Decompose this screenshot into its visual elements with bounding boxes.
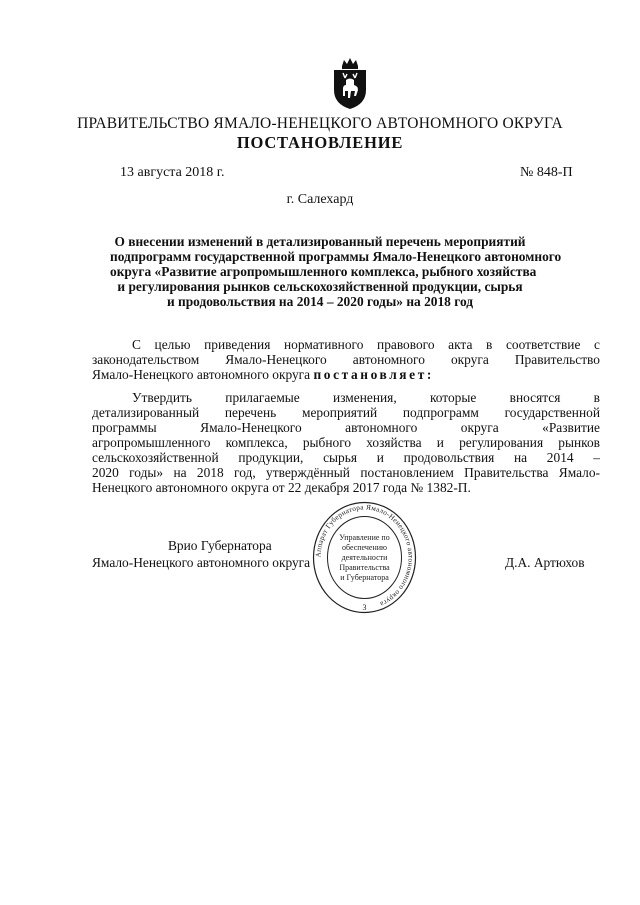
subject-line: О внесении изменений в детализированный перечень мероприятий <box>114 234 526 249</box>
paragraph-line: законодательством Ямало-Ненецкого автономного округа Правительство <box>92 352 600 367</box>
stamp-center-line: обеспечению <box>341 543 388 552</box>
subject-line: подпрограмм государственной программы Ямало-Ненецкого автономного <box>110 249 562 264</box>
stamp-center-line: и Губернатора <box>340 573 389 582</box>
paragraph-text: Ямало-Ненецкого автономного округа <box>92 367 314 382</box>
stamp-ring-text: Аппарат Губернатора Ямало-Ненецкого автономного округа <box>314 503 415 609</box>
stamp-center-line: деятельности <box>341 553 388 562</box>
signatory-name: Д.А. Артюхов <box>505 555 585 570</box>
signatory-title-line1: Врио Губернатора <box>168 538 272 553</box>
stamp-center-line: Правительства <box>339 563 390 572</box>
signatory-title-line2: Ямало-Ненецкого автономного округа <box>92 555 311 570</box>
document-type-title: ПОСТАНОВЛЕНИЕ <box>236 133 404 152</box>
paragraph-line: Ненецкого автономного округа от 22 декабря 2017 года № 1382-П. <box>92 480 471 495</box>
paragraph-line: агропромышленного комплекса, рыбного хозяйства и регулирования рынков <box>92 435 600 450</box>
document-date: 13 августа 2018 г. <box>120 165 225 180</box>
coat-of-arms-emblem <box>330 58 370 110</box>
official-stamp <box>312 500 417 615</box>
paragraph-line: сельскохозяйственной продукции, сырья и продовольствия на 2014 – <box>92 450 600 465</box>
paragraph-line <box>92 367 600 382</box>
subject-line: и регулирования рынков сельскохозяйственной продукции, сырья <box>117 279 523 294</box>
paragraph-line: детализированный перечень мероприятий подпрограмм государственной <box>92 405 600 420</box>
document-number: № 848-П <box>520 165 573 180</box>
resolution-paragraph <box>92 390 600 495</box>
subject-line: и продовольствия на 2014 – 2020 годы» на 2018 год <box>166 294 474 309</box>
paragraph-line: С целью приведения нормативного правового акта в соответствие с <box>132 337 600 352</box>
document-city: г. Салехард <box>286 192 354 207</box>
government-name: ПРАВИТЕЛЬСТВО ЯМАЛО-НЕНЕЦКОГО АВТОНОМНОГО ОКРУГА <box>77 115 563 132</box>
paragraph-line: программы Ямало-Ненецкого автономного округа «Развитие <box>92 420 600 435</box>
paragraph-line: Утвердить прилагаемые изменения, которые вносятся в <box>132 390 600 405</box>
document-subject <box>110 234 562 309</box>
subject-line: округа «Развитие агропромышленного комплекса, рыбного хозяйства <box>110 264 537 279</box>
stamp-number: 3 <box>362 603 367 612</box>
paragraph-line: 2020 годы» на 2018 год, утверждённый постановлением Правительства Ямало- <box>92 465 600 480</box>
preamble-paragraph <box>92 337 600 382</box>
stamp-center-line: Управление по <box>339 533 390 542</box>
decree-word: постановляет: <box>313 367 434 382</box>
